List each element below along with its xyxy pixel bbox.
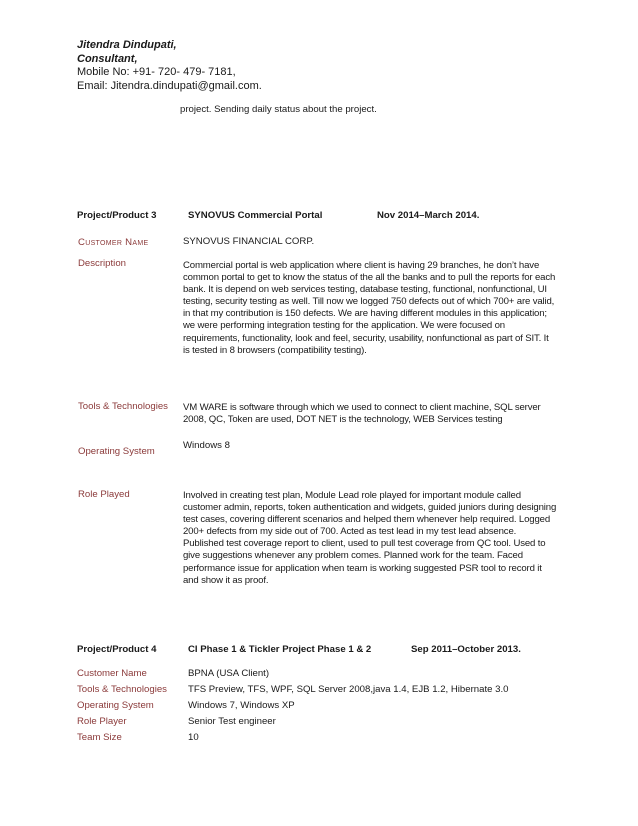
description-line: is tested in 8 browsers (compatibility testing). <box>183 344 367 356</box>
project4-customer-value: BPNA (USA Client) <box>188 668 270 679</box>
project4-tools-value: TFS Preview, TFS, WPF, SQL Server 2008,java 1.4, EJB 1.2, Hibernate 3.0 <box>188 684 509 695</box>
candidate-name: Jitendra Dindupati, <box>77 39 177 51</box>
project4-os-label: Operating System <box>77 700 154 711</box>
project4-role-value: Senior Test engineer <box>188 716 276 727</box>
project3-os-label: Operating System <box>78 446 155 457</box>
project4-team-label: Team Size <box>77 732 122 743</box>
project4-os-value: Windows 7, Windows XP <box>188 700 295 711</box>
candidate-title: Consultant, <box>77 52 138 65</box>
tools-line: VM WARE is software through which we used to connect to client machine, SQL server <box>183 402 541 413</box>
description-line: testing, security testing as well. Till now we logged 750 defects out of which 700+ are valid, <box>183 296 555 308</box>
description-line: we were performing integration testing for the application. We were focused on <box>183 320 505 332</box>
project4-heading: Project/Product 4 <box>77 644 157 655</box>
role-line: Published test coverage report to client, used to pull test coverage from QC tool. Used to <box>183 538 546 550</box>
project4-period: Sep 2011–October 2013. <box>411 644 521 655</box>
project3-description <box>183 260 575 357</box>
candidate-mobile: Mobile No: +91- 720- 479- 7181, <box>77 66 236 78</box>
role-line: Involved in creating test plan, Module Lead role played for important module called <box>183 490 521 501</box>
project3-heading: Project/Product 3 <box>77 210 157 221</box>
continued-text: project. Sending daily status about the project. <box>180 104 377 115</box>
role-line: and show it as proof. <box>183 574 269 586</box>
resume-header <box>77 39 262 93</box>
project3-customer-label: Customer Name <box>78 237 149 248</box>
project3-period: Nov 2014–March 2014. <box>377 210 480 221</box>
project4-role-label: Role Player <box>77 716 127 727</box>
project3-customer-value: SYNOVUS FINANCIAL CORP. <box>183 236 315 247</box>
project3-description-label: Description <box>78 258 126 269</box>
project4-team-value: 10 <box>188 732 199 743</box>
description-line: bank. It is depend on web services testing, database testing, functional, nonfunctional, UI <box>183 284 547 296</box>
role-line: performance issue for application when team is working suggested PSR tool to record it <box>183 562 542 574</box>
role-line: 200+ defects from my side out of 700. Acted as test lead in my test lead absence. <box>183 526 517 538</box>
project4-customer-label: Customer Name <box>77 668 147 679</box>
tools-line: 2008, QC, Token are used, DOT NET is the technology, WEB Services testing <box>183 414 503 426</box>
role-line: customer admin, reports, token authentication and widgets, guided juniors during designing <box>183 502 557 514</box>
project4-name: CI Phase 1 & Tickler Project Phase 1 & 2 <box>188 644 372 655</box>
description-line: common portal to get to know the status of the all the banks and to pull the reports for each <box>183 272 556 284</box>
description-line: requirements, functionality, look and feel, security, usability, nonfunctional as part of SIT. It <box>183 332 549 344</box>
role-line: give suggestions whenever any problem comes. Planned work for the team. Faced <box>183 550 523 562</box>
description-line: in that my contribution is 150 defects. We are having different modules in this application; <box>183 308 547 320</box>
role-line: test cases, covering different scenarios and helped them whenever help required. Logged <box>183 514 551 526</box>
candidate-email: Email: Jitendra.dindupati@gmail.com. <box>77 79 262 92</box>
project3-role-label: Role Played <box>78 489 130 500</box>
project3-tools-label: Tools & Technologies <box>78 401 168 412</box>
project3-role <box>183 490 575 587</box>
project3-os-value: Windows 8 <box>183 440 230 451</box>
description-line: Commercial portal is web application where client is having 29 branches, he don’t have <box>183 260 540 271</box>
project3-name: SYNOVUS Commercial Portal <box>188 210 323 221</box>
project4-tools-label: Tools & Technologies <box>77 684 167 695</box>
project3-tools <box>183 402 575 426</box>
